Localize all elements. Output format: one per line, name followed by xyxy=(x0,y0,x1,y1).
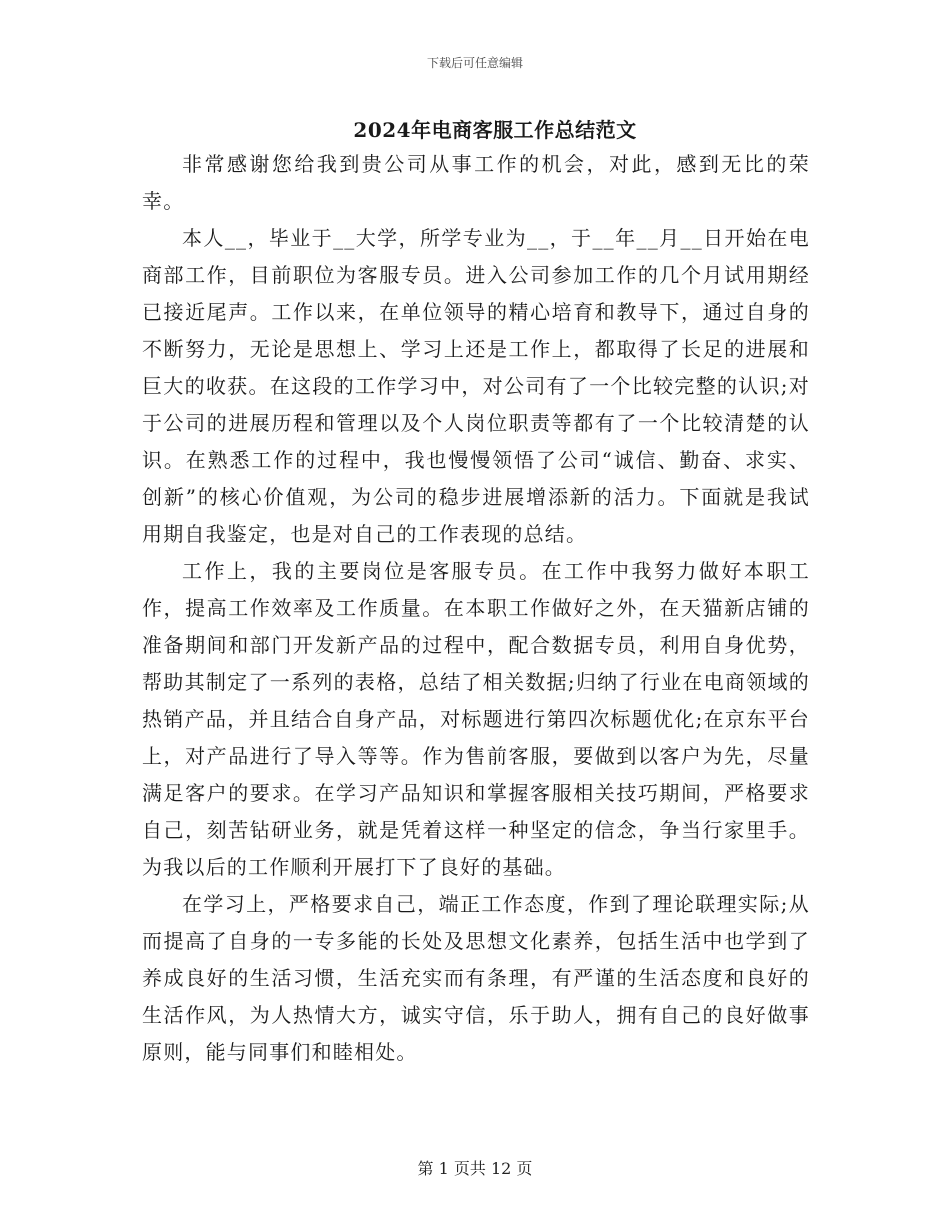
document-body xyxy=(142,146,810,1071)
page-header: 下载后可任意编辑 xyxy=(426,56,523,70)
paragraph-3: 工作上，我的主要岗位是客服专员。在工作中我努力做好本职工作，提高工作效率及工作质量。在本职工作做好之外，在天猫新店铺的准备期间和部门开发新产品的过程中，配合数据专员，利用自身优势，帮助其制定了一系列的表格，总结了相关数据;归纳了行业在电商领域的热销产品，并且结合自身产品，对标题进行第四次标题优化;在京东平台上，对产品进行了导入等等。作为售前客服，要做到以客户为先，尽量满足客户的要求。在学习产品知识和掌握客服相关技巧期间，严格要求自己，刻苦钻研业务，就是凭着这样一种坚定的信念，争当行家里手。为我以后的工作顺利开展打下了良好的基础。 xyxy=(142,559,810,879)
document-title: 2024年电商客服工作总结范文 xyxy=(353,118,637,142)
page-number: 第 1 页共 12 页 xyxy=(417,1159,533,1178)
paragraph-4: 在学习上，严格要求自己，端正工作态度，作到了理论联理实际;从而提高了自身的一专多能的长处及思想文化素养，包括生活中也学到了养成良好的生活习惯，生活充实而有条理，有严谨的生活态度和良好的生活作风，为人热情大方，诚实守信，乐于助人，拥有自己的良好做事原则，能与同事们和睦相处。 xyxy=(142,892,810,1064)
paragraph-1: 非常感谢您给我到贵公司从事工作的机会，对此，感到无比的荣幸。 xyxy=(142,152,810,213)
paragraph-2: 本人__，毕业于__大学，所学专业为__，于__年__月__日开始在电商部工作，目前职位为客服专员。进入公司参加工作的几个月试用期经已接近尾声。工作以来，在单位领导的精心培育和教导下，通过自身的不断努力，无论是思想上、学习上还是工作上，都取得了长足的进展和巨大的收获。在这段的工作学习中，对公司有了一个比较完整的认识;对于公司的进展历程和管理以及个人岗位职责等都有了一个比较清楚的认识。在熟悉工作的过程中，我也慢慢领悟了公司“诚信、勤奋、求实、创新”的核心价值观，为公司的稳步进展增添新的活力。下面就是我试用期自我鉴定，也是对自己的工作表现的总结。 xyxy=(142,226,810,546)
